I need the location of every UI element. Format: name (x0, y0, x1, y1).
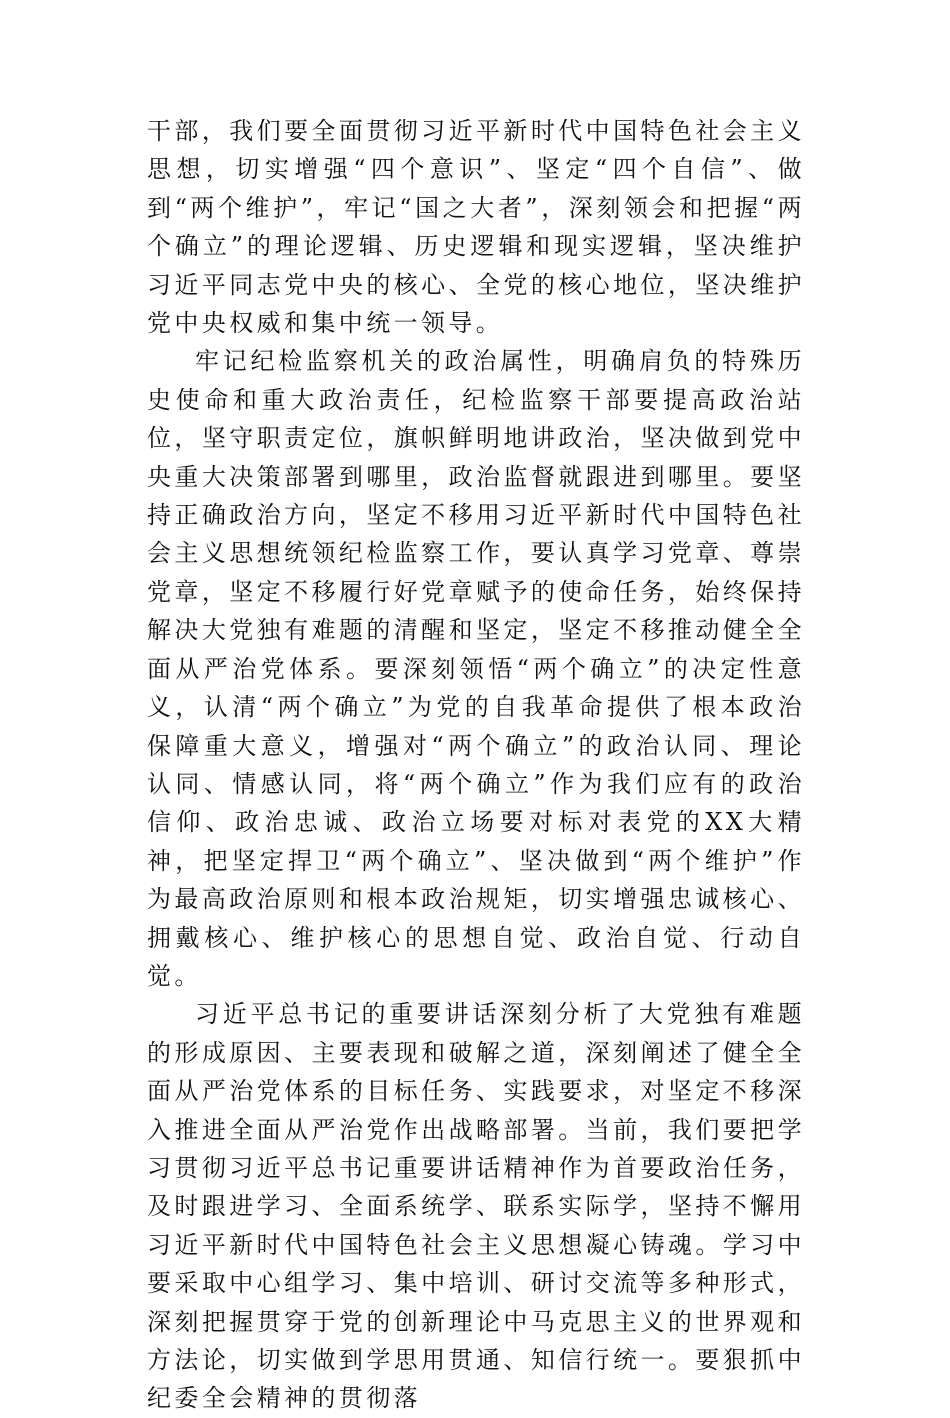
paragraph-2: 牢记纪检监察机关的政治属性，明确肩负的特殊历史使命和重大政治责任，纪检监察干部要提高政治站位，坚守职责定位，旗帜鲜明地讲政治，坚决做到党中央重大决策部署到哪里，政治监督就跟进到哪里。要坚持正确政治方向，坚定不移用习近平新时代中国特色社会主义思想统领纪检监察工作，要认真学习党章、尊崇党章，坚定不移履行好党章赋予的使命任务，始终保持解决大党独有难题的清醒和坚定，坚定不移推动健全全面从严治党体系。要深刻领悟“两个确立”的决定性意义，认清“两个确立”为党的自我革命提供了根本政治保障重大意义，增强对“两个确立”的政治认同、理论认同、情感认同，将“两个确立”作为我们应有的政治信仰、政治忠诚、政治立场要对标对表党的XX大精神，把坚定捍卫“两个确立”、坚决做到“两个维护”作为最高政治原则和根本政治规矩，切实增强忠诚核心、拥戴核心、维护核心的思想自觉、政治自觉、行动自觉。 (147, 347, 805, 990)
paragraph-3: 习近平总书记的重要讲话深刻分析了大党独有难题的形成原因、主要表现和破解之道，深刻阐述了健全全面从严治党体系的目标任务、实践要求，对坚定不移深入推进全面从严治党作出战略部署。当前，我们要把学习贯彻习近平总书记重要讲话精神作为首要政治任务，及时跟进学习、全面系统学、联系实际学，坚持不懈用习近平新时代中国特色社会主义思想凝心铸魂。学习中要采取中心组学习、集中培训、研讨交流等多种形式，深刻把握贯穿于党的创新理论中马克思主义的世界观和方法论，切实做到学思用贯通、知信行统一。要狠抓中纪委全会精神的贯彻落 (147, 1000, 805, 1413)
paragraph-1: 干部，我们要全面贯彻习近平新时代中国特色社会主义思想，切实增强“四个意识”、坚定“四个自信”、做到“两个维护”，牢记“国之大者”，深刻领会和把握“两个确立”的理论逻辑、历史逻辑和现实逻辑，坚决维护习近平同志党中央的核心、全党的核心地位，坚决维护党中央权威和集中统一领导。 (147, 117, 805, 338)
body-text (147, 112, 805, 1418)
